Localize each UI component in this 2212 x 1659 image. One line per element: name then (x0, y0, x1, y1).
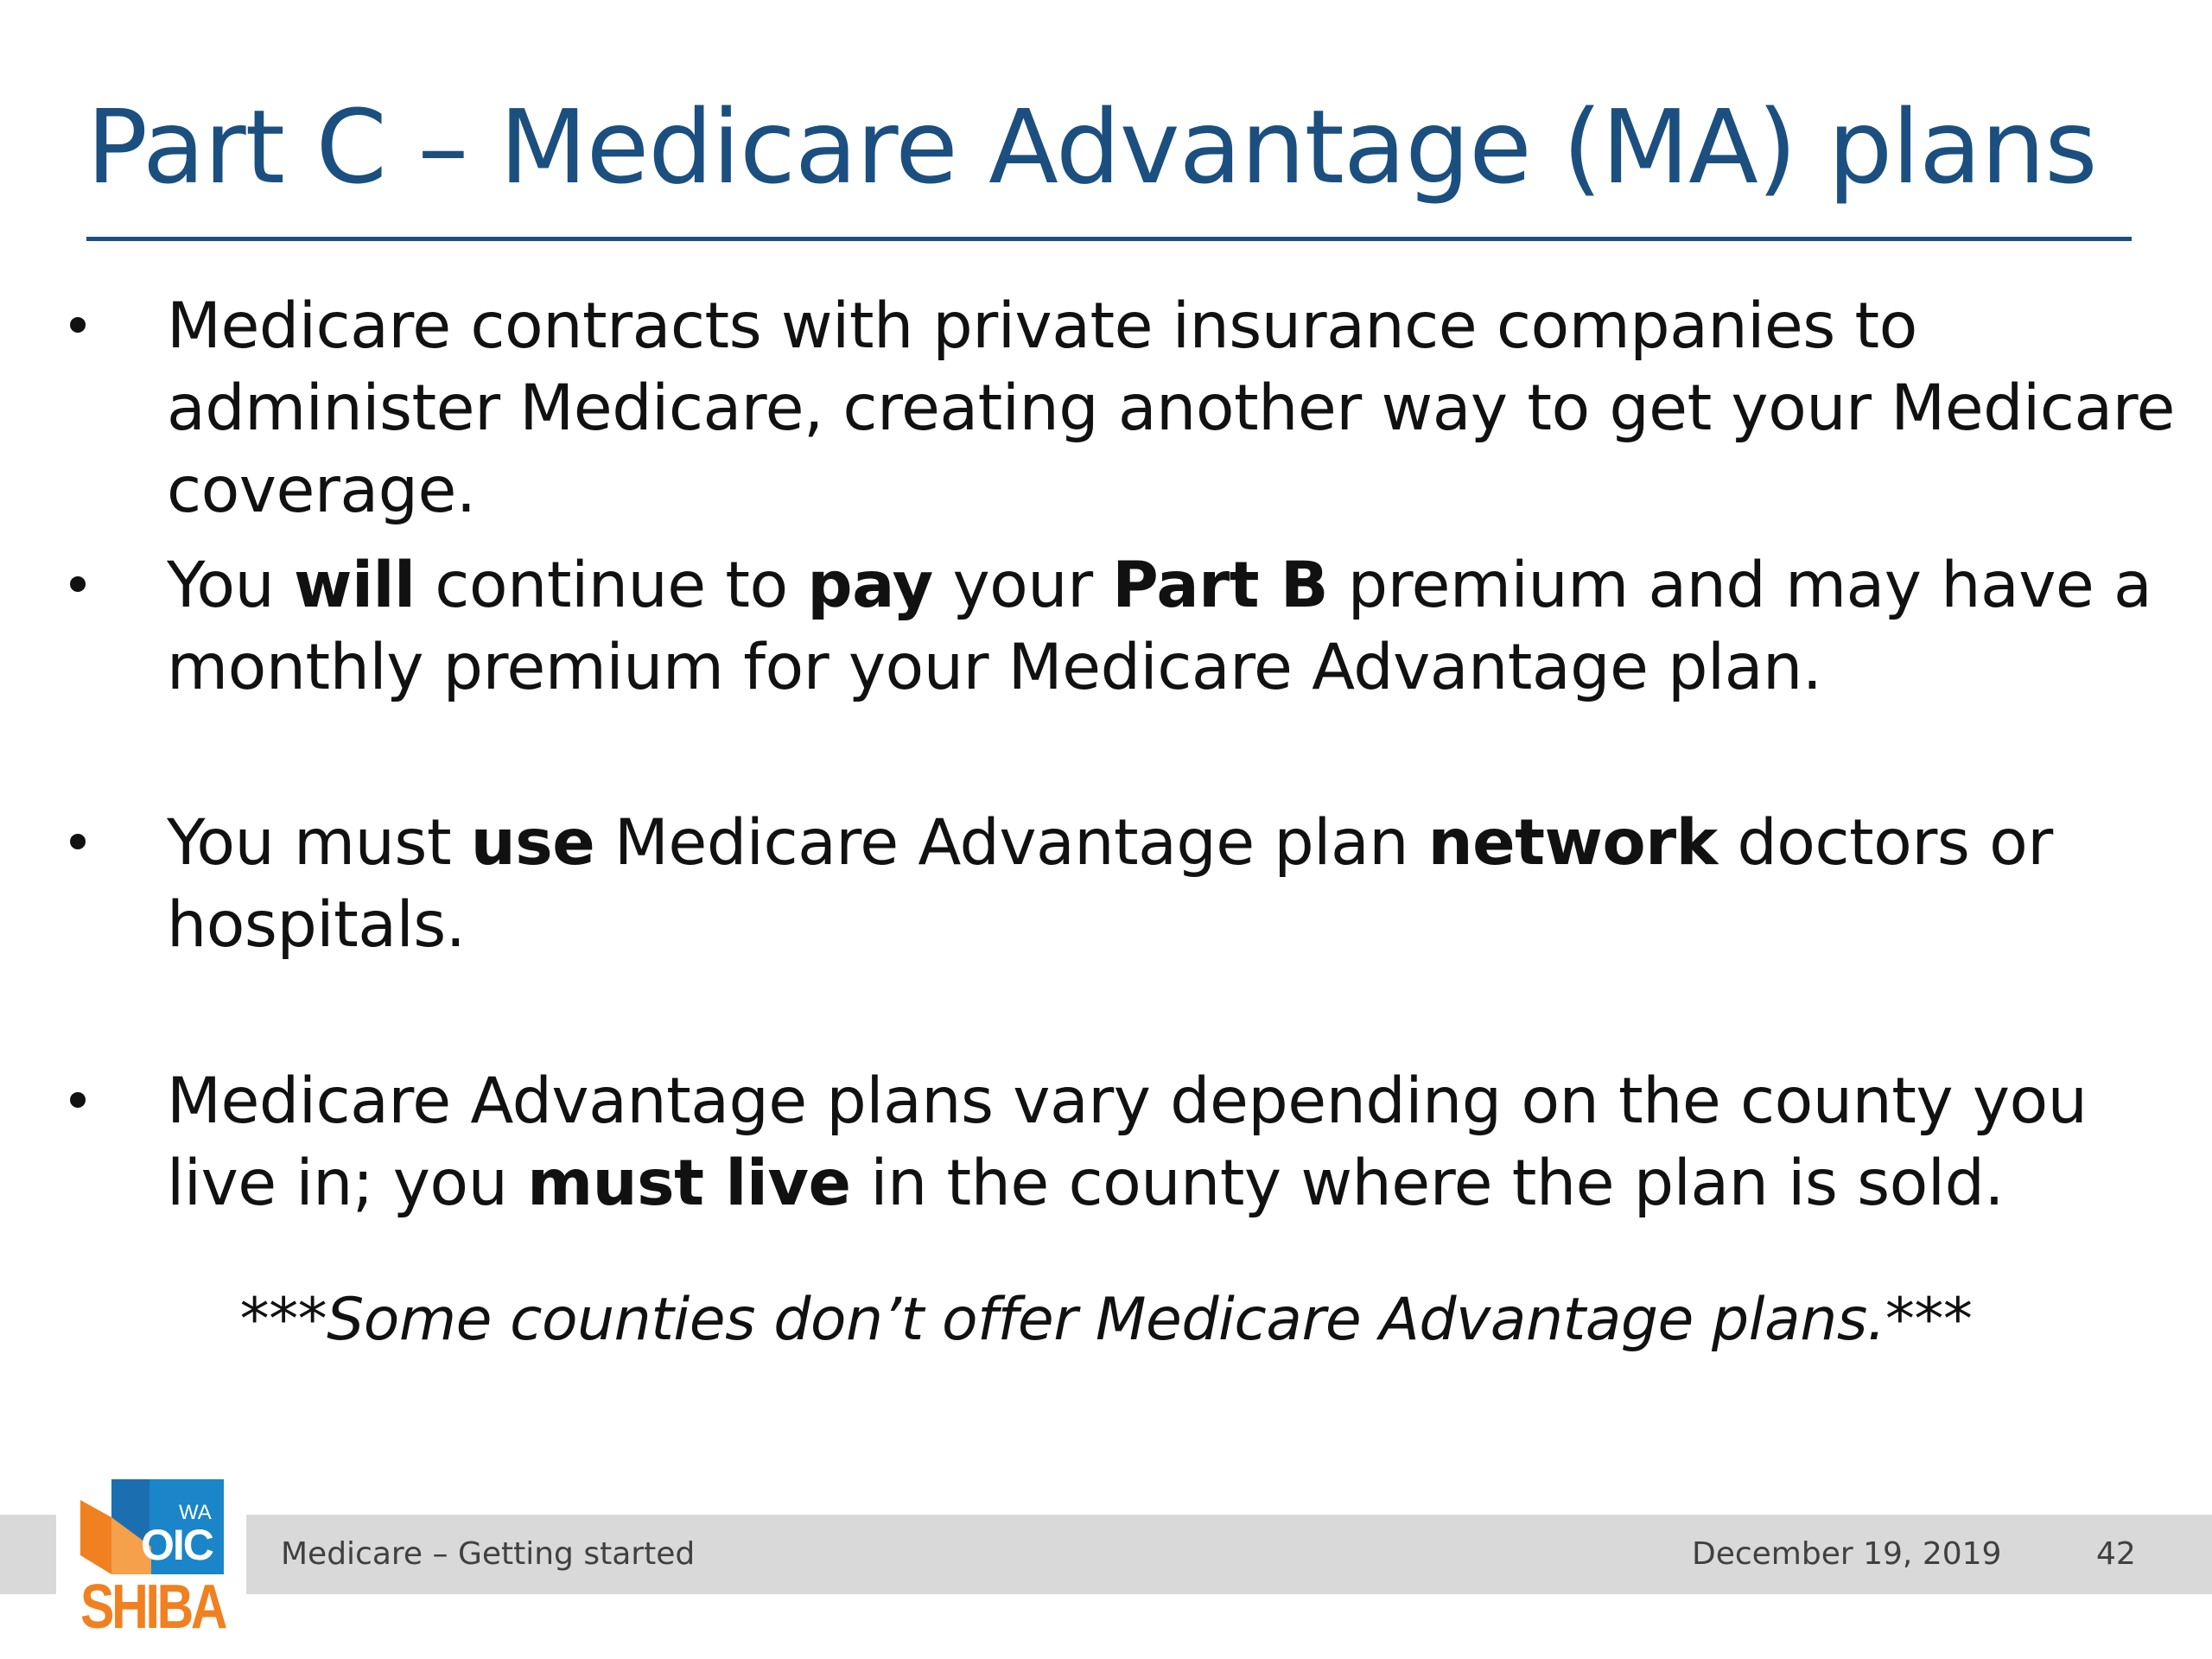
bullet-text-segment: Medicare Advantage plan (594, 806, 1428, 880)
bullet-bold-segment: use (470, 806, 595, 880)
bullet-text-segment: You must (167, 806, 471, 880)
note-text: ***Some counties don’t offer Medicare Advantage plans.*** (239, 1286, 1973, 1354)
bullet-bold-segment: must live (527, 1147, 851, 1220)
bullet-marker: • (61, 811, 94, 874)
bullet-text (167, 544, 2189, 709)
bullet-text-segment: Medicare Advantage plans vary depending on the county you live in; you (167, 1065, 2088, 1220)
bullet-text (167, 802, 2189, 966)
bullet-text-segment: Medicare contracts with private insurance companies to administer Medicare, creating another way to get your Medicare coverage. (167, 289, 2175, 527)
logo-shiba-text: SHIBA (80, 1573, 226, 1642)
bullet-text-segment: in the county where the plan is sold. (850, 1147, 2005, 1220)
bullet-bold-segment: will (294, 549, 416, 622)
bullet-text-segment: premium and may have a monthly premium for your Medicare Advantage plan. (167, 549, 2152, 704)
bullet-text-segment: your (932, 549, 1113, 622)
bullet-text-segment: continue to (415, 549, 808, 622)
bullet-marker: • (61, 554, 94, 617)
bullet-text-segment: doctors or hospitals. (167, 806, 2053, 962)
logo-oic-text: OIC (141, 1521, 213, 1569)
bullet-bold-segment: pay (807, 549, 933, 622)
footer-date: December 19, 2019 (1692, 1536, 2002, 1572)
oic-shiba-logo (56, 1469, 246, 1659)
slide-title: Part C – Medicare Advantage (MA) plans (86, 87, 2097, 207)
footer-presentation-name: Medicare – Getting started (281, 1536, 696, 1572)
bullet-text (167, 1060, 2189, 1224)
logo-wa-text: WA (179, 1501, 212, 1524)
title-underline (86, 237, 2132, 241)
bullet-bold-segment: network (1427, 806, 1718, 880)
bullet-text-segment: You (167, 549, 295, 622)
footer-page-number: 42 (2096, 1536, 2136, 1572)
bullet-text (167, 285, 2189, 531)
bullet-marker: • (61, 295, 94, 358)
bullet-bold-segment: Part B (1112, 549, 1329, 622)
bullet-marker: • (61, 1070, 94, 1133)
